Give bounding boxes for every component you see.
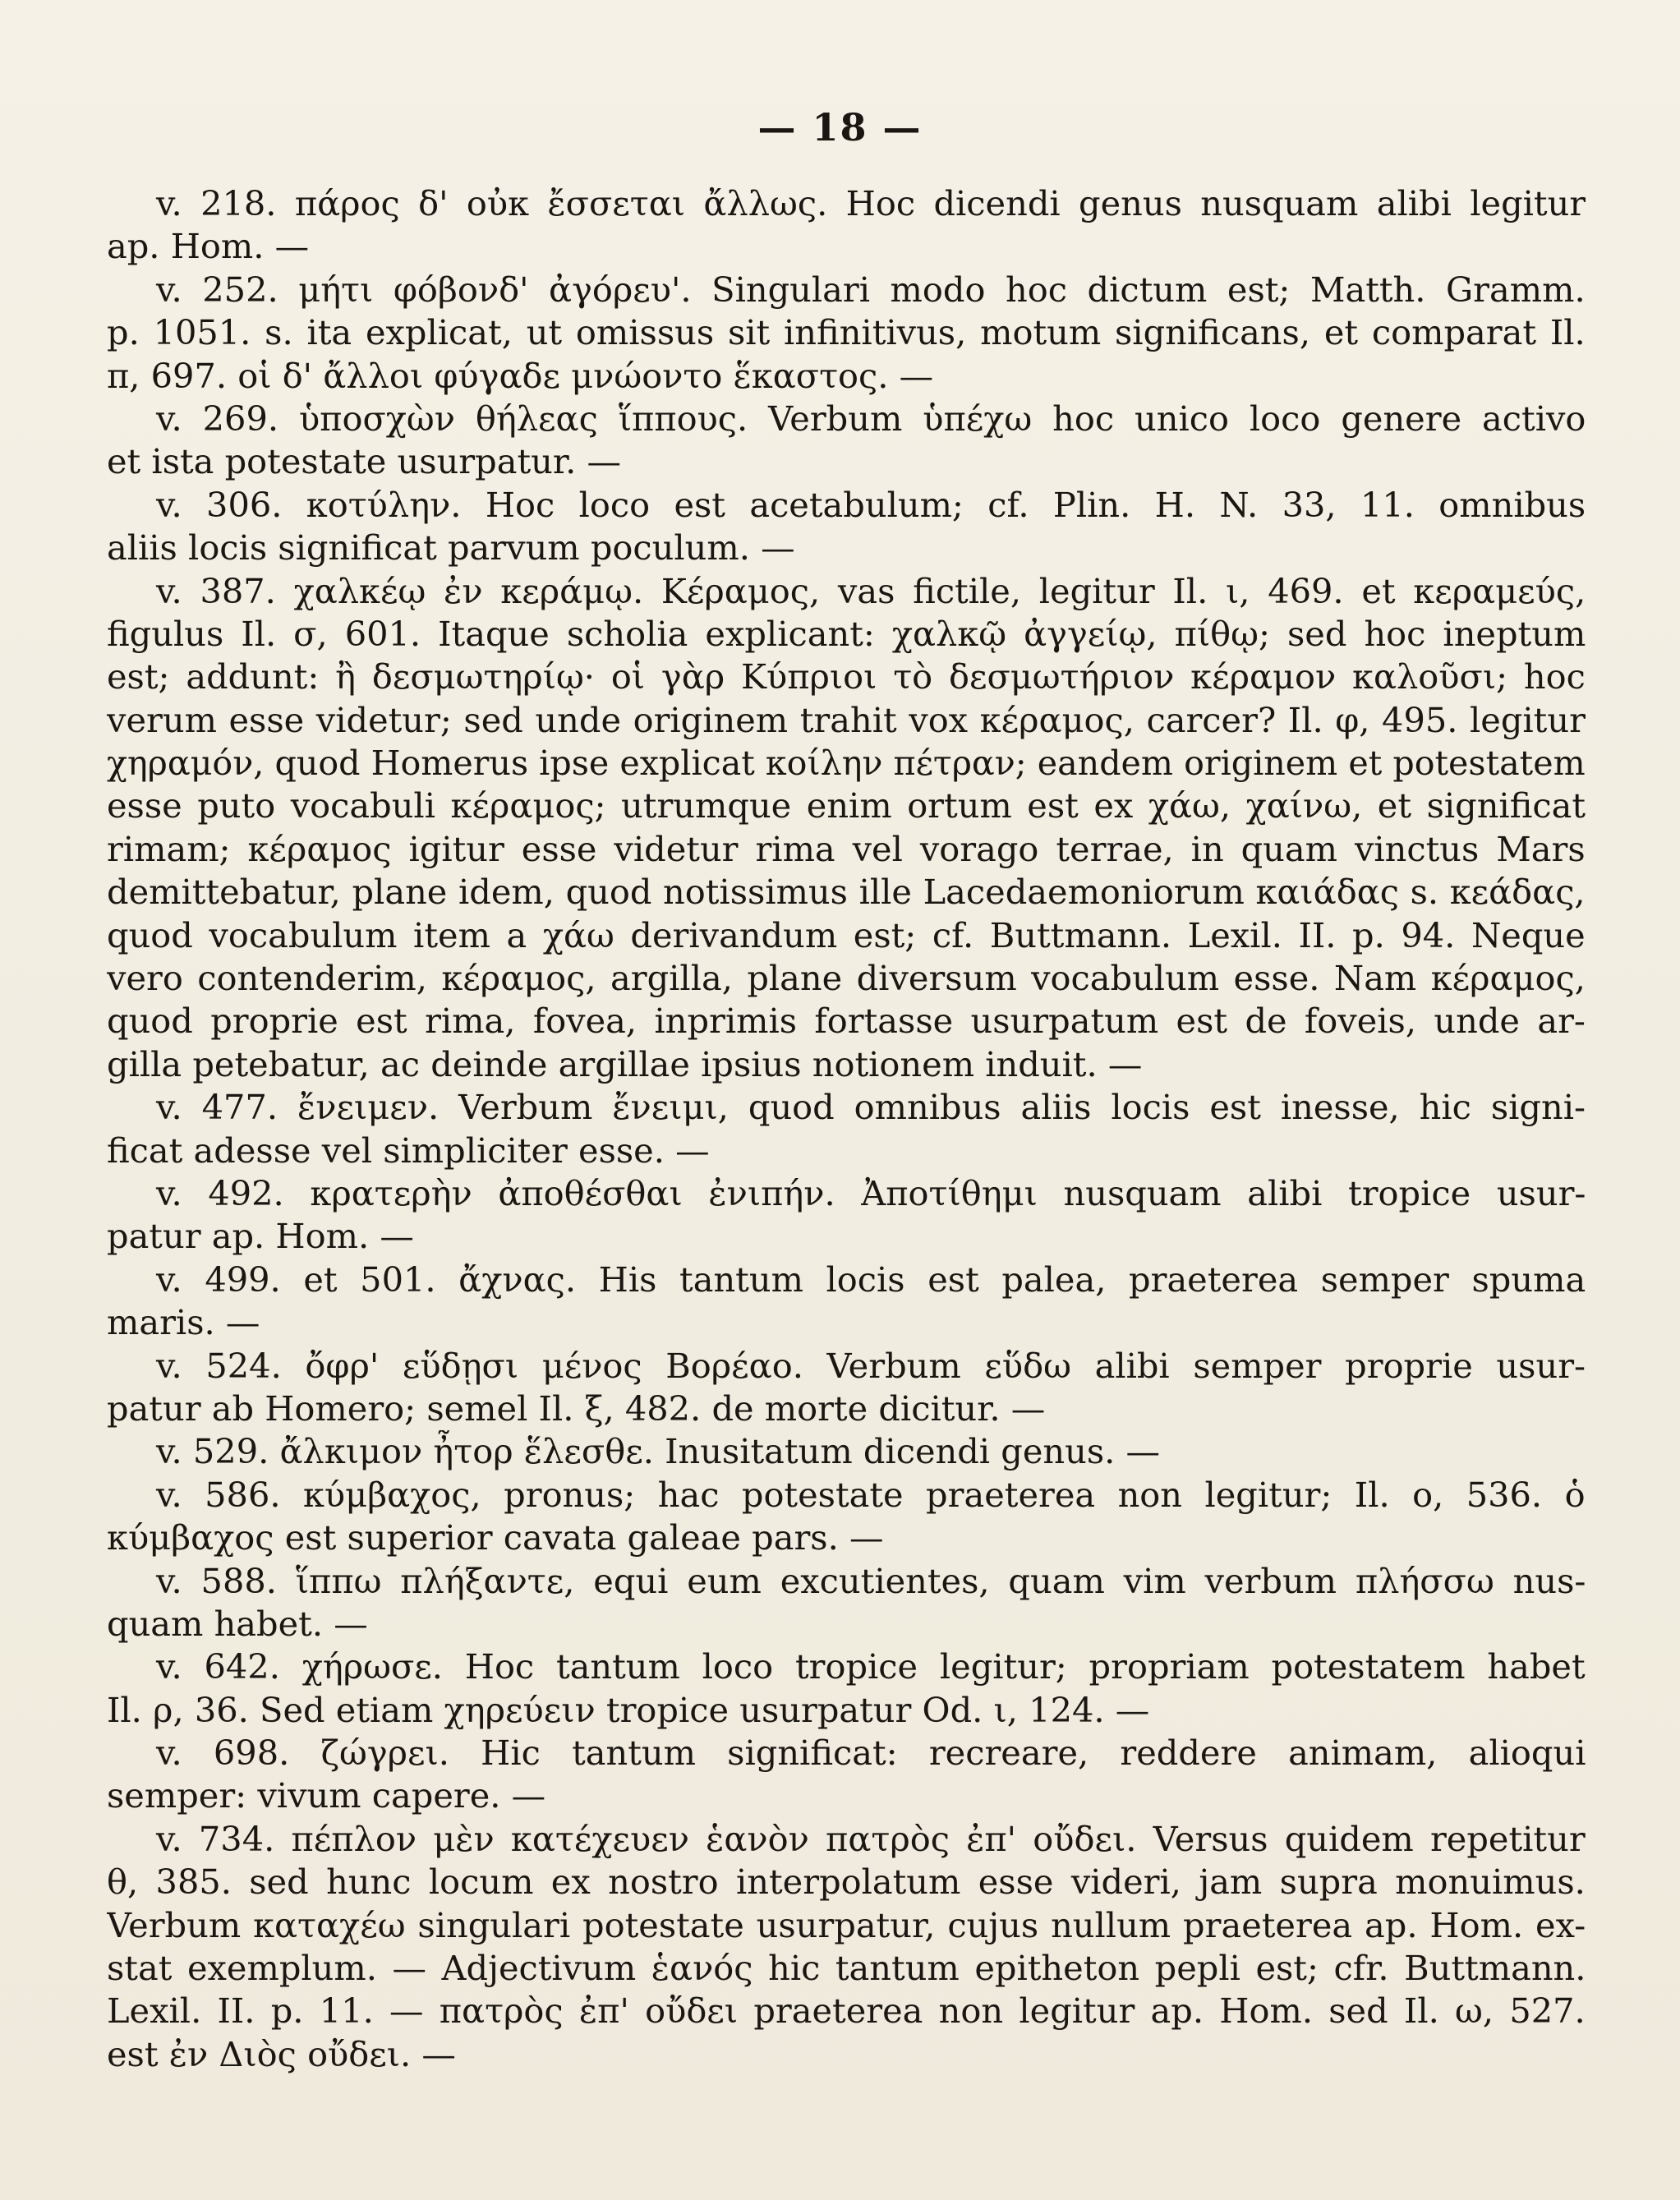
text-line: quam habet. — <box>107 1603 368 1644</box>
text-line: semper: vivum capere. — <box>107 1775 546 1816</box>
text-line: v. 698. ζώγρει. Hic tantum significat: recreare, reddere animam, alioqui <box>156 1733 1586 1774</box>
page-number: — 18 — <box>757 105 923 150</box>
text-line: Verbum καταχέω singulari potestate usurpatur, cujus nullum praeterea ap. Hom. ex- <box>107 1904 1586 1945</box>
text-line: κύμβαχος est superior cavata galeae pars. — <box>107 1517 884 1558</box>
text-line: verum esse videtur; sed unde originem trahit vox κέραμος, carcer? Il. φ, 495. legitur <box>107 699 1586 740</box>
text-line: v. 499. et 501. ἄχνας. His tantum locis est palea, praeterea semper spuma <box>156 1259 1586 1300</box>
text-line: v. 586. κύμβαχος, pronus; hac potestate praeterea non legitur; Il. ο, 536. ὁ <box>156 1474 1586 1515</box>
text-line: v. 218. πάρος δ' οὐκ ἔσσεται ἄλλως. Hoc dicendi genus nusquam alibi legitur <box>156 183 1586 223</box>
text-line: ficat adesse vel simpliciter esse. — <box>107 1130 710 1171</box>
text-line: v. 734. πέπλον μὲν κατέχευεν ἑανὸν πατρὸς ἐπ' οὔδει. Versus quidem repetitur <box>156 1818 1586 1859</box>
text-line: figulus Il. σ, 601. Itaque scholia explicant: χαλκῷ ἀγγείῳ, πίθῳ; sed hoc ineptum <box>107 613 1586 654</box>
text-line: v. 477. ἔνειμεν. Verbum ἔνειμι, quod omnibus aliis locis est inesse, hic signi- <box>156 1087 1586 1128</box>
text-line: v. 492. κρατερὴν ἀποθέσθαι ἐνιπήν. Ἀποτίθημι nusquam alibi tropice usur- <box>156 1172 1586 1213</box>
text-line: Il. ρ, 36. Sed etiam χηρεύειν tropice usurpatur Od. ι, 124. — <box>107 1689 1150 1730</box>
text-line: quod proprie est rima, fovea, inprimis fortasse usurpatum est de foveis, unde ar- <box>107 1001 1586 1042</box>
text-line: est ἐν Διὸς οὔδει. — <box>107 2033 456 2074</box>
text-line: π, 697. οἱ δ' ἄλλοι φύγαδε μνώοντο ἕκαστος. — <box>107 355 934 396</box>
text-line: quod vocabulum item a χάω derivandum est; cf. Buttmann. Lexil. II. p. 94. Neque <box>107 914 1586 955</box>
text-line: patur ap. Hom. — <box>107 1216 414 1257</box>
text-line: θ, 385. sed hunc locum ex nostro interpolatum esse videri, jam supra monuimus. <box>107 1862 1586 1903</box>
text-line: aliis locis significat parvum poculum. — <box>107 527 795 568</box>
text-line: v. 306. κοτύλην. Hoc loco est acetabulum; cf. Plin. H. N. 33, 11. omnibus <box>156 484 1586 525</box>
text-line: vero contenderim, κέραμος, argilla, plane diversum vocabulum esse. Nam κέραμος, <box>107 958 1586 999</box>
text-line: Lexil. II. p. 11. — πατρὸς ἐπ' οὔδει praeterea non legitur ap. Hom. sed Il. ω, 527. <box>107 1991 1586 2032</box>
text-line: v. 642. χήρωσε. Hoc tantum loco tropice legitur; propriam potestatem habet <box>156 1646 1586 1687</box>
text-line: et ista potestate usurpatur. — <box>107 441 622 482</box>
text-line: v. 387. χαλκέῳ ἐν κεράμῳ. Κέραμος, vas fictile, legitur Il. ι, 469. et κεραμεύς, <box>156 570 1586 611</box>
text-line: χηραμόν, quod Homerus ipse explicat κοίλην πέτραν; eandem originem et potestatem <box>107 743 1586 784</box>
text-line: demittebatur, plane idem, quod notissimus ille Lacedaemoniorum καιάδας s. κεάδας, <box>107 872 1586 913</box>
text-line: v. 252. μήτι φόβονδ' ἀγόρευ'. Singulari modo hoc dictum est; Matth. Gramm. <box>156 269 1586 310</box>
text-line: v. 588. ἵππω πλήξαντε, equi eum excutientes, quam vim verbum πλήσσω nus- <box>156 1560 1586 1601</box>
text-line: esse puto vocabuli κέραμος; utrumque enim ortum est ex χάω, χαίνω, et significat <box>107 785 1586 826</box>
text-line: v. 269. ὑποσχὼν θήλεας ἵππους. Verbum ὑπέχω hoc unico loco genere activo <box>156 398 1586 439</box>
body-text <box>107 182 1586 2076</box>
text-line: est; addunt: ἢ δεσμωτηρίῳ· οἱ γὰρ Κύπριοι τὸ δεσμωτήριον κέραμον καλοῦσι; hoc <box>107 656 1586 697</box>
text-line: v. 529. ἄλκιμον ἦτορ ἕλεσθε. Inusitatum dicendi genus. — <box>156 1431 1161 1472</box>
text-line: rimam; κέραμος igitur esse videtur rima vel vorago terrae, in quam vinctus Mars <box>107 828 1586 869</box>
text-line: gilla petebatur, ac deinde argillae ipsius notionem induit. — <box>107 1043 1143 1084</box>
text-line: patur ab Homero; semel Il. ξ, 482. de morte dicitur. — <box>107 1388 1046 1429</box>
text-line: p. 1051. s. ita explicat, ut omissus sit infinitivus, motum significans, et comparat Il. <box>107 312 1586 353</box>
text-line: stat exemplum. — Adjectivum ἑανός hic tantum epitheton pepli est; cfr. Buttmann. <box>107 1948 1586 1989</box>
text-line: maris. — <box>107 1302 260 1343</box>
text-line: v. 524. ὄφρ' εὕδῃσι μένος Βορέαο. Verbum εὕδω alibi semper proprie usur- <box>156 1345 1586 1386</box>
text-line: ap. Hom. — <box>107 226 310 267</box>
